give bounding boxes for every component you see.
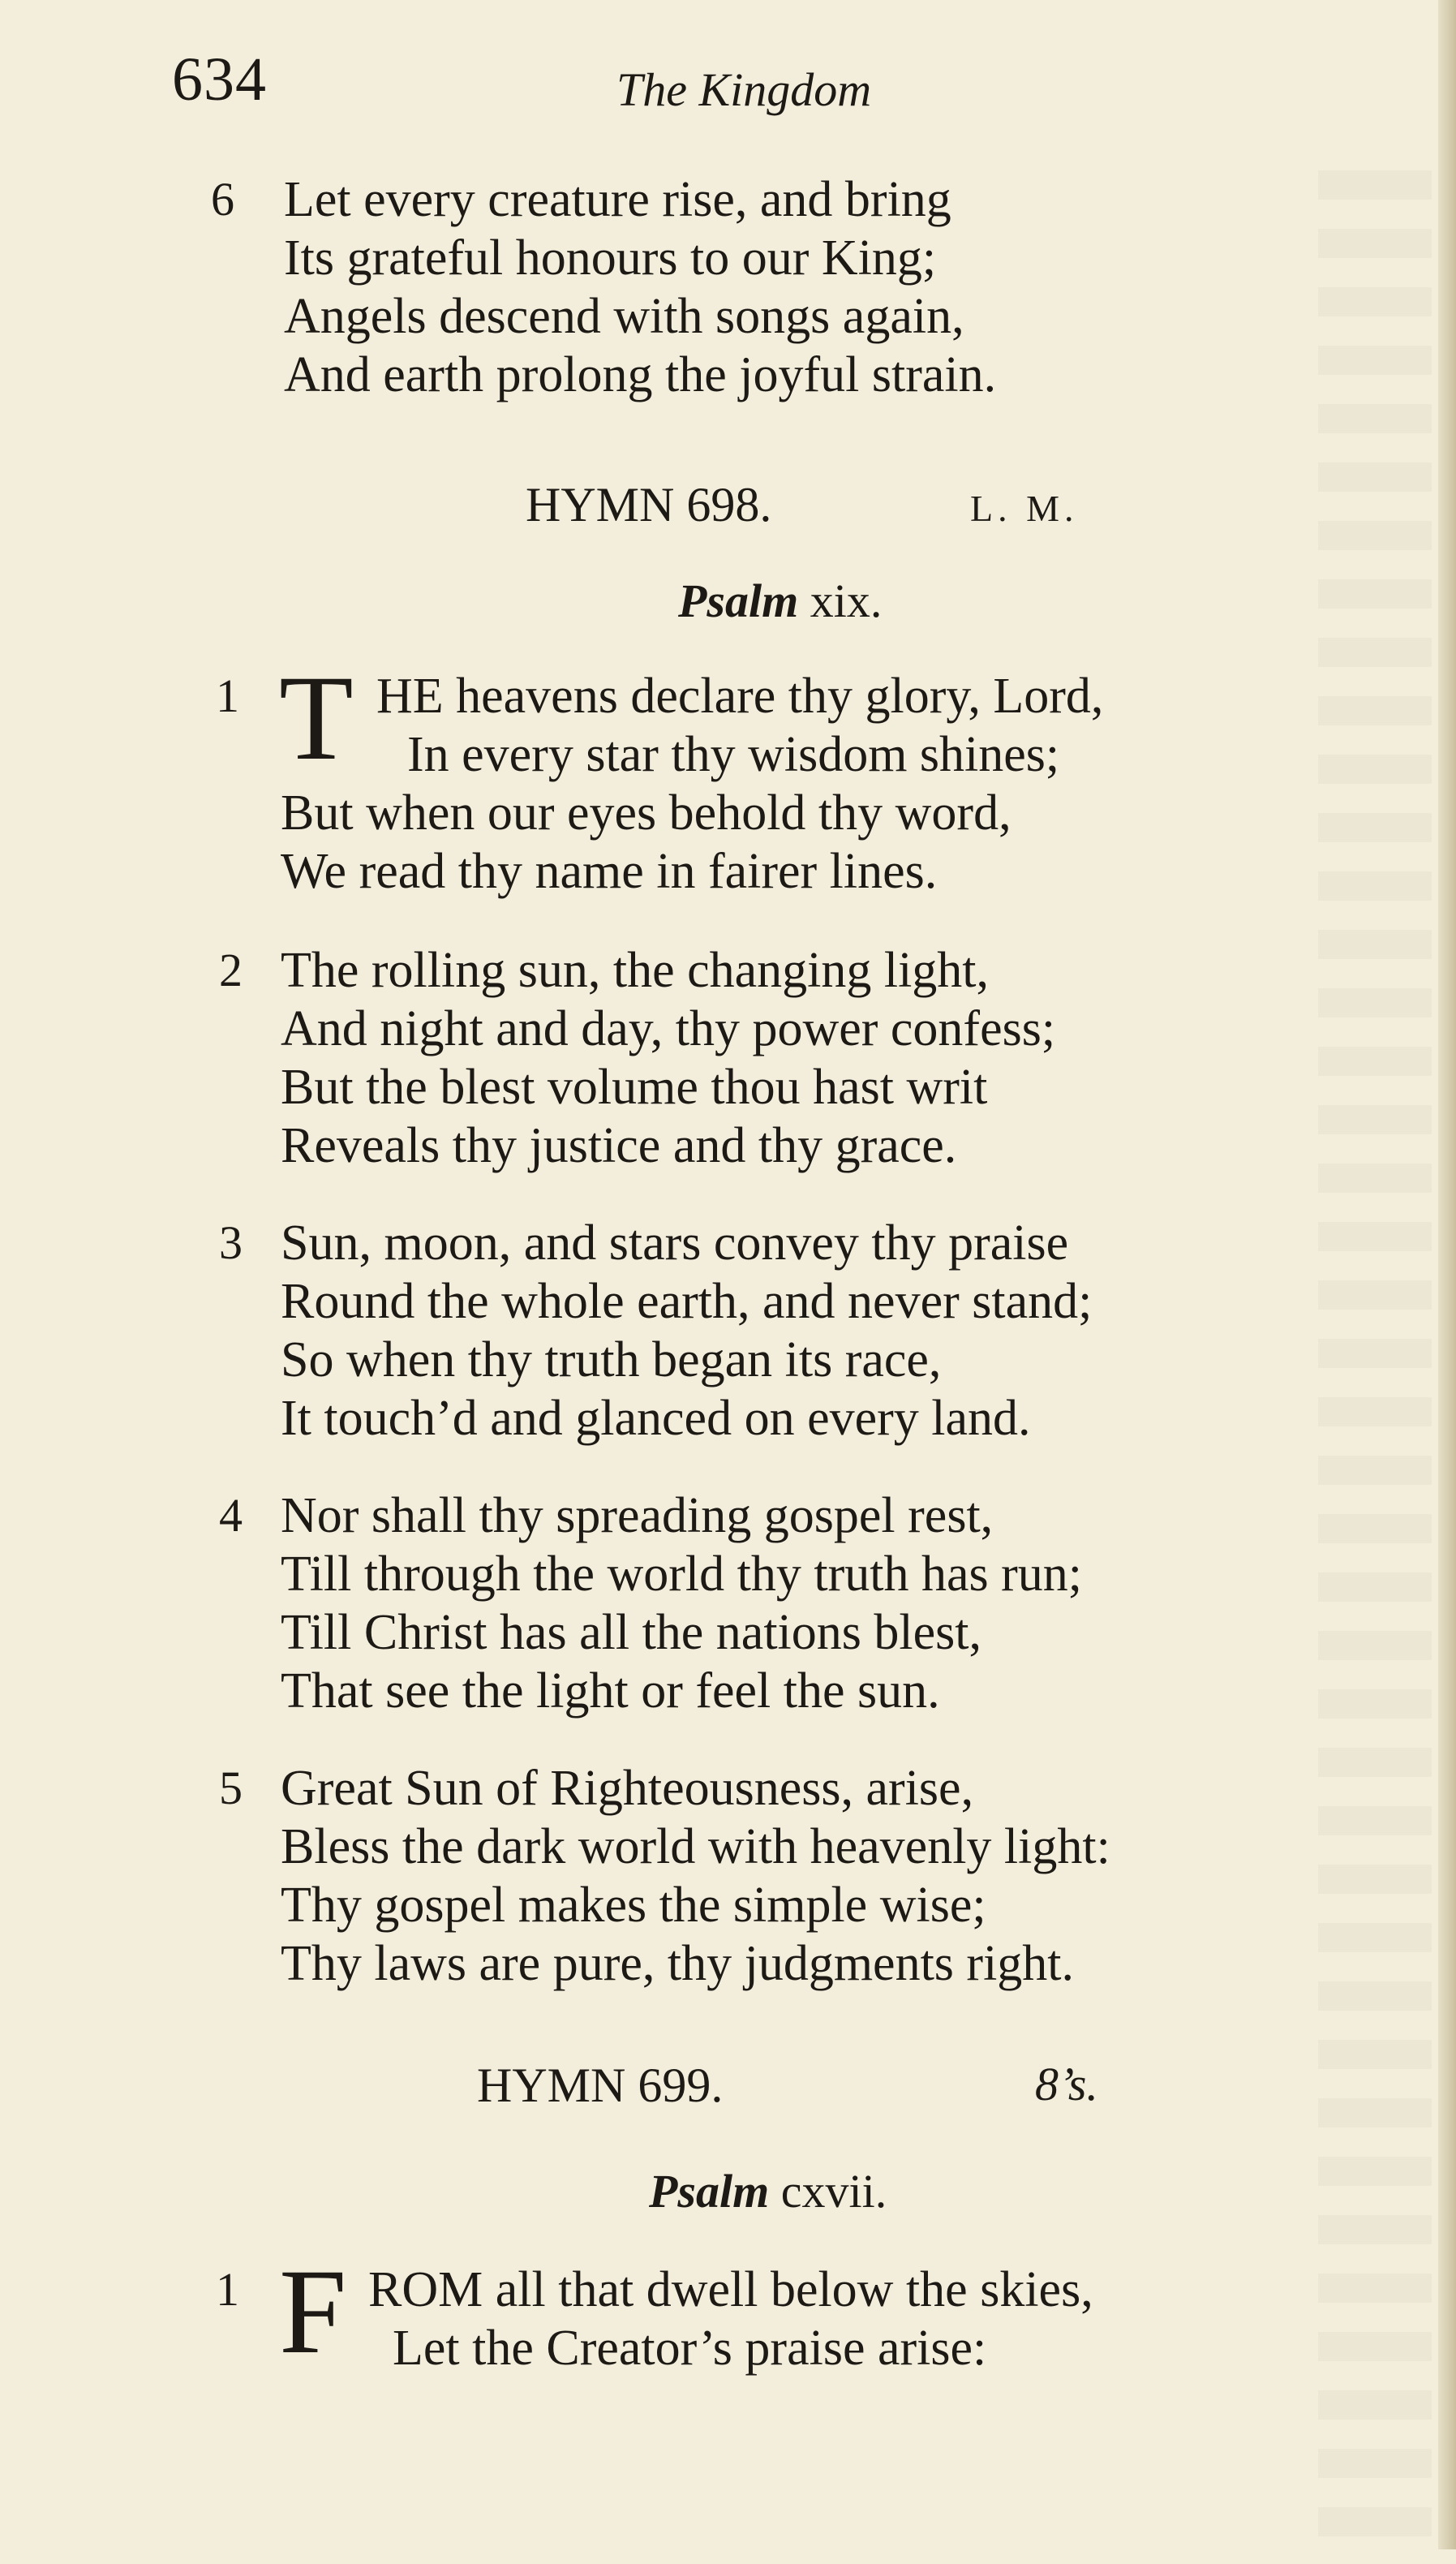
verse-line: In every star thy wisdom shines; xyxy=(407,727,1060,782)
verse-line: That see the light or feel the sun. xyxy=(281,1663,940,1719)
running-title: The Kingdom xyxy=(616,63,872,116)
hymn-699-title: HYMN 699. xyxy=(477,2059,724,2112)
stanza-number: 3 xyxy=(219,1216,243,1269)
verse-line: Till through the world thy truth has run; xyxy=(281,1547,1082,1602)
hymn-698-title: HYMN 698. xyxy=(526,478,772,531)
verse-line: The rolling sun, the changing light, xyxy=(281,943,990,998)
verse-line: But the blest volume thou hast writ xyxy=(281,1060,988,1115)
verse-line: Reveals thy justice and thy grace. xyxy=(281,1118,957,1173)
stanza-number: 1 xyxy=(216,2263,239,2316)
stanza-6 xyxy=(211,170,997,404)
hymn-698-stanza-3 xyxy=(219,1214,1092,1448)
psalm-number: cxvii. xyxy=(780,2165,887,2218)
stanza-number: 2 xyxy=(219,944,243,996)
verse-line: Thy laws are pure, thy judgments right. xyxy=(281,1936,1075,1991)
verse-line: HE heavens declare thy glory, Lord, xyxy=(376,669,1104,724)
hymn-699-psalm xyxy=(649,2165,887,2218)
hymn-698-stanza-5 xyxy=(219,1759,1110,1993)
verse-line: Nor shall thy spreading gospel rest, xyxy=(281,1488,994,1543)
drop-cap: F xyxy=(279,2244,347,2379)
show-through-texture xyxy=(1318,170,1432,2564)
verse-line: Its grateful honours to our King; xyxy=(284,230,937,286)
stanza-number: 1 xyxy=(216,669,239,722)
hymn-698-meter: L. M. xyxy=(970,488,1079,529)
hymn-699-meter: 8’s. xyxy=(1035,2058,1098,2110)
verse-line: But when our eyes behold thy word, xyxy=(281,785,1011,841)
page-edge xyxy=(1438,0,1456,2549)
verse-line: Thy gospel makes the simple wise; xyxy=(281,1878,986,1933)
verse-line: And night and day, thy power confess; xyxy=(281,1001,1056,1056)
psalm-number: xix. xyxy=(810,574,883,627)
verse-line: It touch’d and glanced on every land. xyxy=(281,1391,1031,1446)
verse-line: So when thy truth began its race, xyxy=(281,1332,942,1387)
hymn-698-stanza-1 xyxy=(216,651,1104,901)
page-number: 634 xyxy=(172,45,267,114)
hymn-698-stanza-2 xyxy=(219,941,1055,1175)
verse-line: Angels descend with songs again, xyxy=(284,289,964,344)
psalm-word: Psalm xyxy=(649,2165,770,2218)
verse-line: Let the Creator’s praise arise: xyxy=(393,2321,987,2376)
verse-line: Sun, moon, and stars convey thy praise xyxy=(281,1215,1069,1271)
psalm-word: Psalm xyxy=(678,574,799,627)
drop-cap: T xyxy=(279,651,354,785)
stanza-number: 6 xyxy=(211,173,234,226)
verse-line: Great Sun of Righteousness, arise, xyxy=(281,1761,974,1816)
verse-line: Till Christ has all the nations blest, xyxy=(281,1605,982,1660)
hymn-698-psalm xyxy=(678,574,883,627)
hymn-698-stanza-4 xyxy=(219,1486,1082,1720)
verse-line: Round the whole earth, and never stand; xyxy=(281,1274,1093,1329)
stanza-number: 4 xyxy=(219,1489,243,1542)
stanza-number: 5 xyxy=(219,1762,243,1814)
verse-line: ROM all that dwell below the skies, xyxy=(368,2262,1093,2317)
verse-line: We read thy name in fairer lines. xyxy=(281,844,938,899)
verse-line: Let every creature rise, and bring xyxy=(284,172,951,227)
verse-line: And earth prolong the joyful strain. xyxy=(284,347,997,402)
hymn-699-stanza-1 xyxy=(216,2244,1093,2379)
verse-line: Bless the dark world with heavenly light: xyxy=(281,1819,1110,1874)
